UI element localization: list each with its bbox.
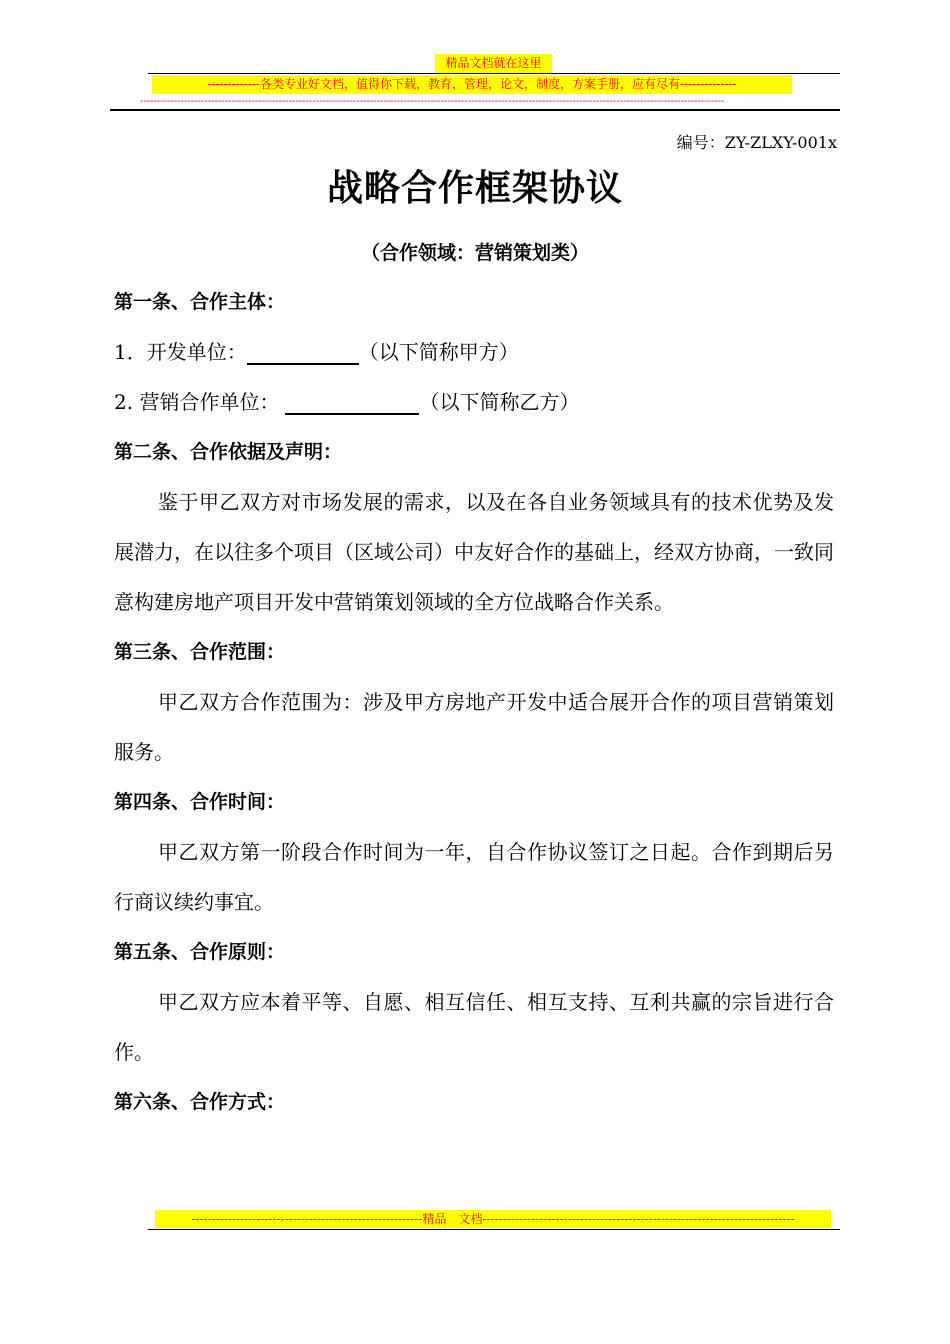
section-heading-5: 第五条、合作原则： [114,941,286,963]
party-b-blank [285,387,419,415]
party-a-line [114,327,834,377]
party-a-suffix: （以下简称甲方） [358,340,519,364]
party-b-label: 2. 营销合作单位： [114,390,280,414]
footer-rule [148,1229,840,1230]
banner-subtitle: -------------各类专业好文档，值得你下载，教育，管理，论文，制度，方案手册，应有尽有-------------- [152,75,792,94]
banner-title: 精品文档就在这里 [435,54,552,73]
party-a-label: 1．开发单位： [114,340,247,364]
section-body-3: 甲乙双方合作范围为：涉及甲方房地产开发中适合展开合作的项目营销策划服务。 [114,690,834,764]
agreement-body [114,277,834,1127]
document-title: 战略合作框架协议 [326,168,623,209]
section-body-5: 甲乙双方应本着平等、自愿、相互信任、相互支持、互利共赢的宗旨进行合作。 [114,990,834,1064]
section-heading-2: 第二条、合作依据及声明： [114,441,343,463]
banner-dashes: ----------------------------------------------------------------------------------------------------------------------------------------------------------------------------- [140,96,725,107]
party-b-suffix: （以下简称乙方） [419,390,580,414]
party-b-line [114,377,834,427]
section-heading-3: 第三条、合作范围： [114,641,286,663]
footer-banner: ---------------------------------------------------------精品 文档----------------------------------------------------------------------------- [155,1210,831,1228]
document-code: 编号：ZY-ZLXY-001x [676,133,837,152]
section-body-4: 甲乙双方第一阶段合作时间为一年，自合作协议签订之日起。合作到期后另行商议续约事宜。 [114,840,834,914]
section-heading-4: 第四条、合作时间： [114,791,286,813]
banner-rule [148,73,840,74]
header-rule [110,109,840,111]
document-subtitle: （合作领域：营销策划类） [360,242,589,264]
party-a-blank [247,337,359,365]
section-heading-1: 第一条、合作主体： [114,291,286,313]
section-body-2: 鉴于甲乙双方对市场发展的需求，以及在各自业务领域具有的技术优势及发展潜力，在以往多个项目（区域公司）中友好合作的基础上，经双方协商，一致同意构建房地产项目开发中营销策划领域的全方位战略合作关系。 [114,490,834,614]
section-heading-6: 第六条、合作方式： [114,1091,286,1113]
